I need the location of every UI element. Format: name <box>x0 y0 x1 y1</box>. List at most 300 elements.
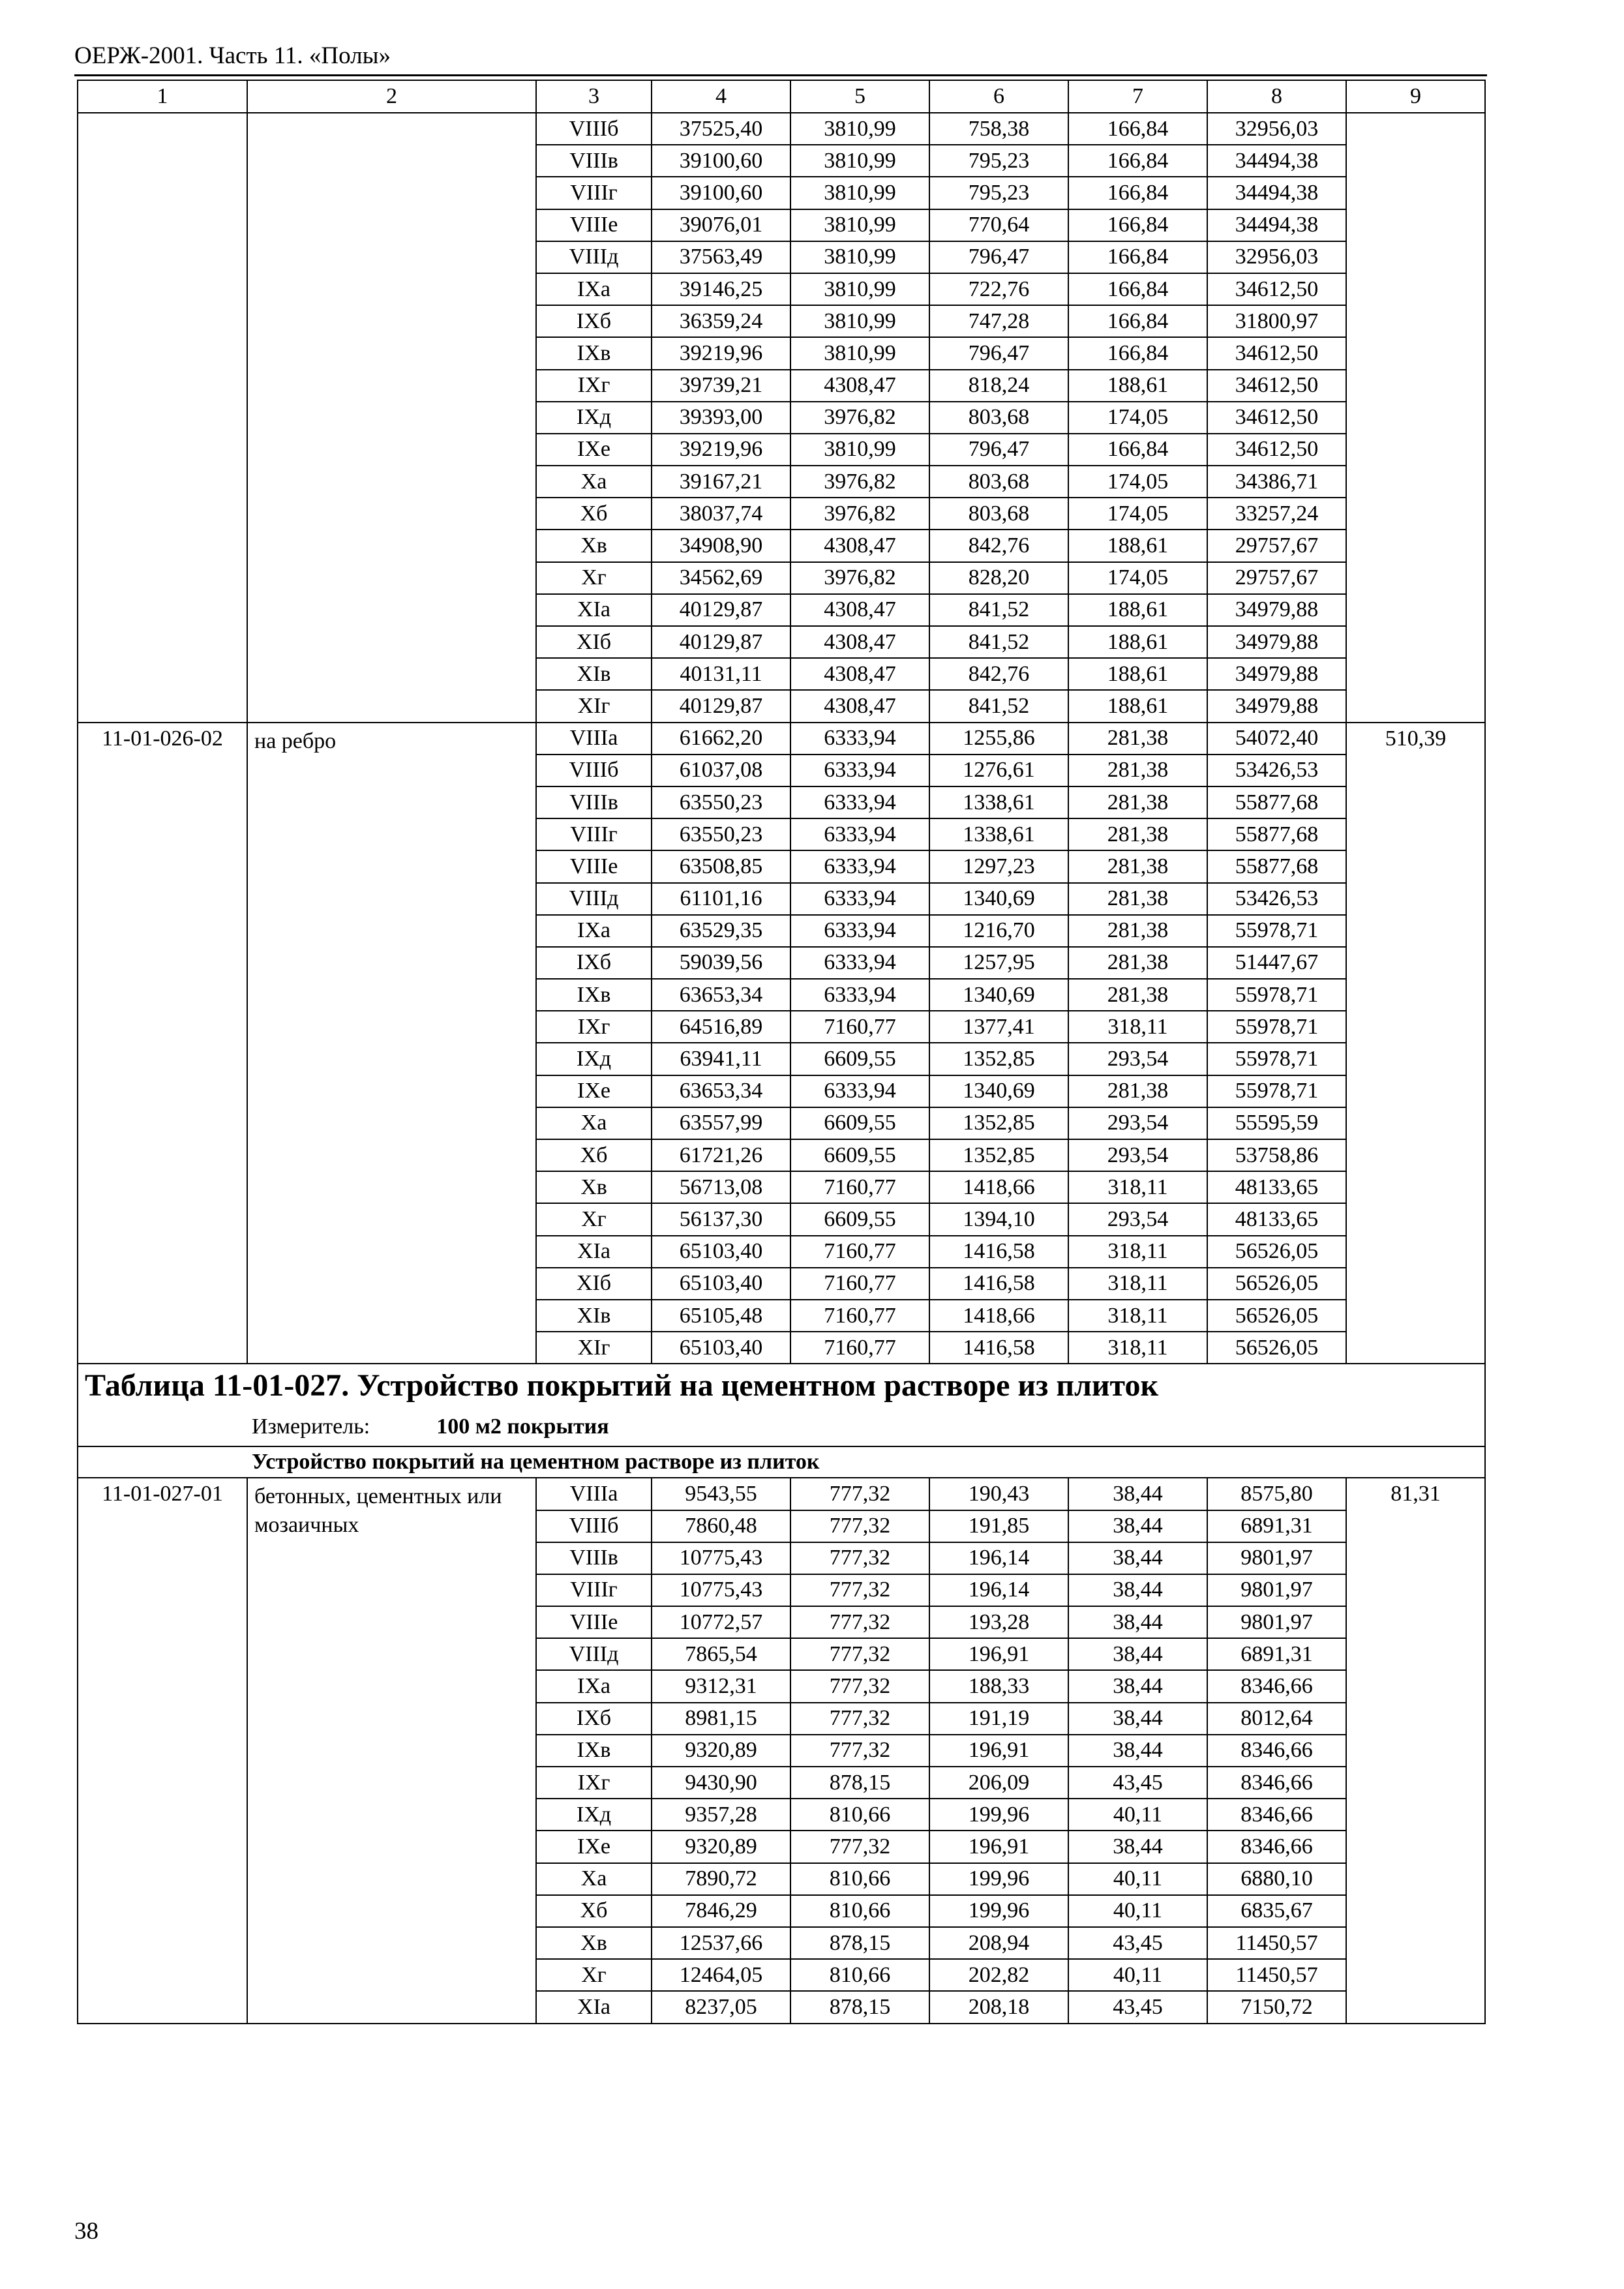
zone-cell: XIв <box>536 658 652 690</box>
name-cell: бетонных, цементных или мозаичных <box>247 1478 536 2023</box>
zone-cell: XIг <box>536 1332 652 1364</box>
value-cell: 6609,55 <box>790 1043 929 1075</box>
value-cell: 841,52 <box>929 690 1068 722</box>
value-cell: 1377,41 <box>929 1011 1068 1043</box>
value-cell: 7160,77 <box>790 1268 929 1300</box>
value-cell: 3810,99 <box>790 209 929 241</box>
value-cell: 61037,08 <box>652 755 790 786</box>
value-cell: 7865,54 <box>652 1638 790 1670</box>
value-cell: 842,76 <box>929 658 1068 690</box>
value-cell: 56526,05 <box>1207 1268 1346 1300</box>
zone-cell: IXб <box>536 305 652 337</box>
value-cell: 166,84 <box>1068 113 1207 145</box>
value-cell: 202,82 <box>929 1959 1068 1991</box>
value-cell: 281,38 <box>1068 883 1207 915</box>
table-title: Таблица 11-01-027. Устройство покрытий на цементном растворе из плиток <box>78 1364 1485 1407</box>
value-cell: 7150,72 <box>1207 1991 1346 2023</box>
value-cell: 11450,57 <box>1207 1927 1346 1959</box>
zone-cell: XIг <box>536 690 652 722</box>
value-cell: 40,11 <box>1068 1799 1207 1831</box>
value-cell: 7160,77 <box>790 1300 929 1332</box>
value-cell: 55877,68 <box>1207 818 1346 850</box>
value-cell: 166,84 <box>1068 209 1207 241</box>
zone-cell: VIIIг <box>536 1574 652 1606</box>
value-cell: 166,84 <box>1068 241 1207 273</box>
value-cell: 281,38 <box>1068 1075 1207 1107</box>
value-cell: 6880,10 <box>1207 1863 1346 1895</box>
value-cell: 34612,50 <box>1207 402 1346 434</box>
zone-cell: Xг <box>536 562 652 594</box>
value-cell: 795,23 <box>929 177 1068 209</box>
value-cell: 63529,35 <box>652 915 790 947</box>
value-cell: 6609,55 <box>790 1139 929 1171</box>
value-cell: 55595,59 <box>1207 1107 1346 1139</box>
value-cell: 11450,57 <box>1207 1959 1346 1991</box>
value-cell: 56526,05 <box>1207 1300 1346 1332</box>
value-cell: 56713,08 <box>652 1171 790 1203</box>
value-cell: 318,11 <box>1068 1300 1207 1332</box>
value-cell: 43,45 <box>1068 1927 1207 1959</box>
value-cell: 777,32 <box>790 1735 929 1767</box>
zone-cell: Xб <box>536 1895 652 1927</box>
value-cell: 39393,00 <box>652 402 790 434</box>
value-cell: 34612,50 <box>1207 337 1346 369</box>
value-cell: 190,43 <box>929 1478 1068 1510</box>
value-cell: 6835,67 <box>1207 1895 1346 1927</box>
value-cell: 65103,40 <box>652 1332 790 1364</box>
value-cell: 8575,80 <box>1207 1478 1346 1510</box>
value-cell: 34612,50 <box>1207 434 1346 466</box>
value-cell: 33257,24 <box>1207 498 1346 530</box>
table-row <box>78 1478 1485 1510</box>
value-cell: 34386,71 <box>1207 466 1346 498</box>
value-cell: 38,44 <box>1068 1703 1207 1735</box>
name-cell <box>247 113 536 723</box>
value-cell: 796,47 <box>929 434 1068 466</box>
zone-cell: IXа <box>536 915 652 947</box>
value-cell: 63653,34 <box>652 1075 790 1107</box>
value-cell: 166,84 <box>1068 337 1207 369</box>
value-cell: 1352,85 <box>929 1139 1068 1171</box>
value-cell: 39219,96 <box>652 337 790 369</box>
value-cell: 6333,94 <box>790 915 929 947</box>
value-cell: 281,38 <box>1068 979 1207 1011</box>
value-cell: 40129,87 <box>652 594 790 626</box>
zone-cell: VIIIа <box>536 1478 652 1510</box>
value-cell: 55978,71 <box>1207 979 1346 1011</box>
value-cell: 188,61 <box>1068 626 1207 658</box>
column-number: 8 <box>1207 80 1346 113</box>
value-cell: 174,05 <box>1068 402 1207 434</box>
value-cell: 196,91 <box>929 1638 1068 1670</box>
value-cell: 55978,71 <box>1207 1011 1346 1043</box>
value-cell: 38037,74 <box>652 498 790 530</box>
zone-cell: XIа <box>536 1236 652 1268</box>
value-cell: 188,61 <box>1068 594 1207 626</box>
value-cell: 293,54 <box>1068 1139 1207 1171</box>
table-row <box>78 723 1485 755</box>
value-cell: 722,76 <box>929 273 1068 305</box>
value-cell: 7160,77 <box>790 1171 929 1203</box>
value-cell: 1340,69 <box>929 979 1068 1011</box>
value-cell: 6333,94 <box>790 755 929 786</box>
value-cell: 3810,99 <box>790 113 929 145</box>
value-cell: 34494,38 <box>1207 209 1346 241</box>
value-cell: 1257,95 <box>929 947 1068 979</box>
value-cell: 65103,40 <box>652 1268 790 1300</box>
value-cell: 3976,82 <box>790 562 929 594</box>
value-cell: 4308,47 <box>790 626 929 658</box>
value-cell: 6333,94 <box>790 947 929 979</box>
value-cell: 56526,05 <box>1207 1332 1346 1364</box>
value-cell: 48133,65 <box>1207 1203 1346 1235</box>
value-cell: 9430,90 <box>652 1767 790 1799</box>
value-cell: 777,32 <box>790 1831 929 1863</box>
value-cell: 6333,94 <box>790 850 929 882</box>
value-cell: 188,61 <box>1068 690 1207 722</box>
zone-cell: VIIIе <box>536 209 652 241</box>
value-cell: 55978,71 <box>1207 1075 1346 1107</box>
value-cell: 7160,77 <box>790 1011 929 1043</box>
value-cell: 34494,38 <box>1207 177 1346 209</box>
value-cell: 281,38 <box>1068 723 1207 755</box>
subtitle-row <box>78 1446 1485 1478</box>
value-cell: 6333,94 <box>790 1075 929 1107</box>
zone-cell: Xв <box>536 530 652 561</box>
value-cell: 40131,11 <box>652 658 790 690</box>
value-cell: 63653,34 <box>652 979 790 1011</box>
value-cell: 43,45 <box>1068 1991 1207 2023</box>
header-rule <box>74 74 1487 76</box>
value-cell: 1394,10 <box>929 1203 1068 1235</box>
value-cell: 191,19 <box>929 1703 1068 1735</box>
value-cell: 7890,72 <box>652 1863 790 1895</box>
value-cell: 199,96 <box>929 1799 1068 1831</box>
value-cell: 6333,94 <box>790 818 929 850</box>
value-cell: 758,38 <box>929 113 1068 145</box>
value-cell: 4308,47 <box>790 594 929 626</box>
col9-cell: 510,39 <box>1346 723 1485 1364</box>
value-cell: 796,47 <box>929 337 1068 369</box>
zone-cell: IXб <box>536 1703 652 1735</box>
value-cell: 281,38 <box>1068 850 1207 882</box>
value-cell: 803,68 <box>929 466 1068 498</box>
value-cell: 174,05 <box>1068 466 1207 498</box>
value-cell: 53426,53 <box>1207 755 1346 786</box>
value-cell: 174,05 <box>1068 562 1207 594</box>
value-cell: 34979,88 <box>1207 594 1346 626</box>
value-cell: 9543,55 <box>652 1478 790 1510</box>
zone-cell: VIIIв <box>536 145 652 177</box>
value-cell: 6333,94 <box>790 786 929 818</box>
column-number: 7 <box>1068 80 1207 113</box>
value-cell: 53758,86 <box>1207 1139 1346 1171</box>
measure-row <box>78 1407 1485 1446</box>
value-cell: 54072,40 <box>1207 723 1346 755</box>
value-cell: 37525,40 <box>652 113 790 145</box>
value-cell: 59039,56 <box>652 947 790 979</box>
value-cell: 1338,61 <box>929 818 1068 850</box>
column-number: 3 <box>536 80 652 113</box>
value-cell: 196,14 <box>929 1574 1068 1606</box>
value-cell: 39146,25 <box>652 273 790 305</box>
value-cell: 65103,40 <box>652 1236 790 1268</box>
value-cell: 48133,65 <box>1207 1171 1346 1203</box>
value-cell: 3976,82 <box>790 466 929 498</box>
value-cell: 841,52 <box>929 594 1068 626</box>
value-cell: 9320,89 <box>652 1831 790 1863</box>
value-cell: 34979,88 <box>1207 690 1346 722</box>
value-cell: 796,47 <box>929 241 1068 273</box>
column-number: 1 <box>78 80 247 113</box>
value-cell: 8237,05 <box>652 1991 790 2023</box>
value-cell: 3810,99 <box>790 434 929 466</box>
value-cell: 281,38 <box>1068 786 1207 818</box>
value-cell: 191,85 <box>929 1510 1068 1542</box>
value-cell: 810,66 <box>790 1895 929 1927</box>
value-cell: 32956,03 <box>1207 241 1346 273</box>
value-cell: 63550,23 <box>652 786 790 818</box>
zone-cell: IXд <box>536 1799 652 1831</box>
value-cell: 770,64 <box>929 209 1068 241</box>
value-cell: 40,11 <box>1068 1959 1207 1991</box>
value-cell: 281,38 <box>1068 915 1207 947</box>
zone-cell: Xа <box>536 1863 652 1895</box>
value-cell: 8012,64 <box>1207 1703 1346 1735</box>
value-cell: 777,32 <box>790 1703 929 1735</box>
value-cell: 38,44 <box>1068 1510 1207 1542</box>
value-cell: 1418,66 <box>929 1171 1068 1203</box>
value-cell: 9801,97 <box>1207 1606 1346 1638</box>
value-cell: 39100,60 <box>652 177 790 209</box>
value-cell: 281,38 <box>1068 755 1207 786</box>
zone-cell: VIIIд <box>536 241 652 273</box>
value-cell: 1340,69 <box>929 1075 1068 1107</box>
value-cell: 747,28 <box>929 305 1068 337</box>
zone-cell: VIIIв <box>536 1542 652 1574</box>
col9-cell <box>1346 113 1485 723</box>
value-cell: 3810,99 <box>790 177 929 209</box>
zone-cell: IXд <box>536 1043 652 1075</box>
value-cell: 6609,55 <box>790 1107 929 1139</box>
value-cell: 38,44 <box>1068 1606 1207 1638</box>
zone-cell: IXг <box>536 1011 652 1043</box>
zone-cell: IXв <box>536 979 652 1011</box>
value-cell: 1352,85 <box>929 1043 1068 1075</box>
value-cell: 12464,05 <box>652 1959 790 1991</box>
value-cell: 188,61 <box>1068 530 1207 561</box>
zone-cell: IXб <box>536 947 652 979</box>
value-cell: 4308,47 <box>790 370 929 402</box>
value-cell: 1338,61 <box>929 786 1068 818</box>
value-cell: 36359,24 <box>652 305 790 337</box>
zone-cell: XIб <box>536 1268 652 1300</box>
zone-cell: Xа <box>536 466 652 498</box>
zone-cell: XIа <box>536 1991 652 2023</box>
value-cell: 29757,67 <box>1207 562 1346 594</box>
value-cell: 8981,15 <box>652 1703 790 1735</box>
zone-cell: Xа <box>536 1107 652 1139</box>
value-cell: 803,68 <box>929 498 1068 530</box>
code-cell: 11-01-027-01 <box>78 1478 247 2023</box>
zone-cell: IXг <box>536 1767 652 1799</box>
page-header: ОЕРЖ-2001. Часть 11. «Полы» <box>74 42 391 69</box>
value-cell: 281,38 <box>1068 818 1207 850</box>
value-cell: 208,94 <box>929 1927 1068 1959</box>
value-cell: 777,32 <box>790 1574 929 1606</box>
zone-cell: IXа <box>536 273 652 305</box>
value-cell: 1276,61 <box>929 755 1068 786</box>
value-cell: 196,91 <box>929 1735 1068 1767</box>
zone-cell: VIIIб <box>536 1510 652 1542</box>
measure-cell <box>78 1407 1485 1446</box>
zone-cell: Xб <box>536 1139 652 1171</box>
value-cell: 318,11 <box>1068 1011 1207 1043</box>
column-number: 5 <box>790 80 929 113</box>
value-cell: 1297,23 <box>929 850 1068 882</box>
value-cell: 10775,43 <box>652 1574 790 1606</box>
value-cell: 61101,16 <box>652 883 790 915</box>
value-cell: 166,84 <box>1068 273 1207 305</box>
value-cell: 777,32 <box>790 1510 929 1542</box>
value-cell: 8346,66 <box>1207 1799 1346 1831</box>
zone-cell: IXе <box>536 434 652 466</box>
value-cell: 3810,99 <box>790 241 929 273</box>
value-cell: 34612,50 <box>1207 273 1346 305</box>
value-cell: 7160,77 <box>790 1332 929 1364</box>
name-cell: на ребро <box>247 723 536 1364</box>
value-cell: 803,68 <box>929 402 1068 434</box>
column-number: 2 <box>247 80 536 113</box>
zone-cell: Xв <box>536 1171 652 1203</box>
value-cell: 206,09 <box>929 1767 1068 1799</box>
value-cell: 188,33 <box>929 1670 1068 1702</box>
zone-cell: VIIIг <box>536 818 652 850</box>
value-cell: 6891,31 <box>1207 1638 1346 1670</box>
column-number: 4 <box>652 80 790 113</box>
value-cell: 842,76 <box>929 530 1068 561</box>
value-cell: 39100,60 <box>652 145 790 177</box>
value-cell: 1416,58 <box>929 1236 1068 1268</box>
value-cell: 39076,01 <box>652 209 790 241</box>
value-cell: 6333,94 <box>790 979 929 1011</box>
value-cell: 9320,89 <box>652 1735 790 1767</box>
zone-cell: VIIIг <box>536 177 652 209</box>
value-cell: 208,18 <box>929 1991 1068 2023</box>
value-cell: 6891,31 <box>1207 1510 1346 1542</box>
value-cell: 37563,49 <box>652 241 790 273</box>
value-cell: 51447,67 <box>1207 947 1346 979</box>
zone-cell: VIIIб <box>536 755 652 786</box>
zone-cell: Xг <box>536 1203 652 1235</box>
value-cell: 318,11 <box>1068 1268 1207 1300</box>
value-cell: 318,11 <box>1068 1332 1207 1364</box>
value-cell: 777,32 <box>790 1606 929 1638</box>
value-cell: 1418,66 <box>929 1300 1068 1332</box>
value-cell: 3976,82 <box>790 498 929 530</box>
value-cell: 12537,66 <box>652 1927 790 1959</box>
value-cell: 10775,43 <box>652 1542 790 1574</box>
value-cell: 55978,71 <box>1207 915 1346 947</box>
value-cell: 3810,99 <box>790 305 929 337</box>
value-cell: 63550,23 <box>652 818 790 850</box>
column-number-row <box>78 80 1485 113</box>
value-cell: 7846,29 <box>652 1895 790 1927</box>
value-cell: 318,11 <box>1068 1171 1207 1203</box>
value-cell: 199,96 <box>929 1895 1068 1927</box>
zone-cell: VIIIе <box>536 1606 652 1638</box>
value-cell: 65105,48 <box>652 1300 790 1332</box>
value-cell: 795,23 <box>929 145 1068 177</box>
value-cell: 39219,96 <box>652 434 790 466</box>
table-row <box>78 113 1485 145</box>
zone-cell: VIIIа <box>536 723 652 755</box>
zone-cell: VIIIв <box>536 786 652 818</box>
value-cell: 777,32 <box>790 1478 929 1510</box>
value-cell: 818,24 <box>929 370 1068 402</box>
value-cell: 8346,66 <box>1207 1767 1346 1799</box>
value-cell: 6333,94 <box>790 723 929 755</box>
value-cell: 9801,97 <box>1207 1542 1346 1574</box>
value-cell: 7160,77 <box>790 1236 929 1268</box>
value-cell: 1216,70 <box>929 915 1068 947</box>
column-number: 9 <box>1346 80 1485 113</box>
zone-cell: VIIIе <box>536 850 652 882</box>
value-cell: 10772,57 <box>652 1606 790 1638</box>
value-cell: 196,91 <box>929 1831 1068 1863</box>
value-cell: 40,11 <box>1068 1895 1207 1927</box>
value-cell: 7860,48 <box>652 1510 790 1542</box>
value-cell: 777,32 <box>790 1638 929 1670</box>
value-cell: 1340,69 <box>929 883 1068 915</box>
value-cell: 9357,28 <box>652 1799 790 1831</box>
value-cell: 38,44 <box>1068 1574 1207 1606</box>
zone-cell: Xб <box>536 498 652 530</box>
value-cell: 841,52 <box>929 626 1068 658</box>
value-cell: 1352,85 <box>929 1107 1068 1139</box>
value-cell: 31800,97 <box>1207 305 1346 337</box>
value-cell: 40129,87 <box>652 690 790 722</box>
table-title-row <box>78 1364 1485 1407</box>
value-cell: 34494,38 <box>1207 145 1346 177</box>
value-cell: 34979,88 <box>1207 626 1346 658</box>
value-cell: 63557,99 <box>652 1107 790 1139</box>
value-cell: 38,44 <box>1068 1638 1207 1670</box>
value-cell: 56137,30 <box>652 1203 790 1235</box>
value-cell: 9801,97 <box>1207 1574 1346 1606</box>
value-cell: 293,54 <box>1068 1203 1207 1235</box>
value-cell: 9312,31 <box>652 1670 790 1702</box>
value-cell: 166,84 <box>1068 305 1207 337</box>
value-cell: 166,84 <box>1068 145 1207 177</box>
value-cell: 6333,94 <box>790 883 929 915</box>
value-cell: 293,54 <box>1068 1107 1207 1139</box>
value-cell: 174,05 <box>1068 498 1207 530</box>
value-cell: 166,84 <box>1068 434 1207 466</box>
value-cell: 61662,20 <box>652 723 790 755</box>
value-cell: 61721,26 <box>652 1139 790 1171</box>
value-cell: 196,14 <box>929 1542 1068 1574</box>
zone-cell: IXе <box>536 1831 652 1863</box>
value-cell: 293,54 <box>1068 1043 1207 1075</box>
value-cell: 199,96 <box>929 1863 1068 1895</box>
value-cell: 166,84 <box>1068 177 1207 209</box>
value-cell: 8346,66 <box>1207 1831 1346 1863</box>
value-cell: 281,38 <box>1068 947 1207 979</box>
value-cell: 810,66 <box>790 1863 929 1895</box>
zone-cell: XIб <box>536 626 652 658</box>
value-cell: 34562,69 <box>652 562 790 594</box>
